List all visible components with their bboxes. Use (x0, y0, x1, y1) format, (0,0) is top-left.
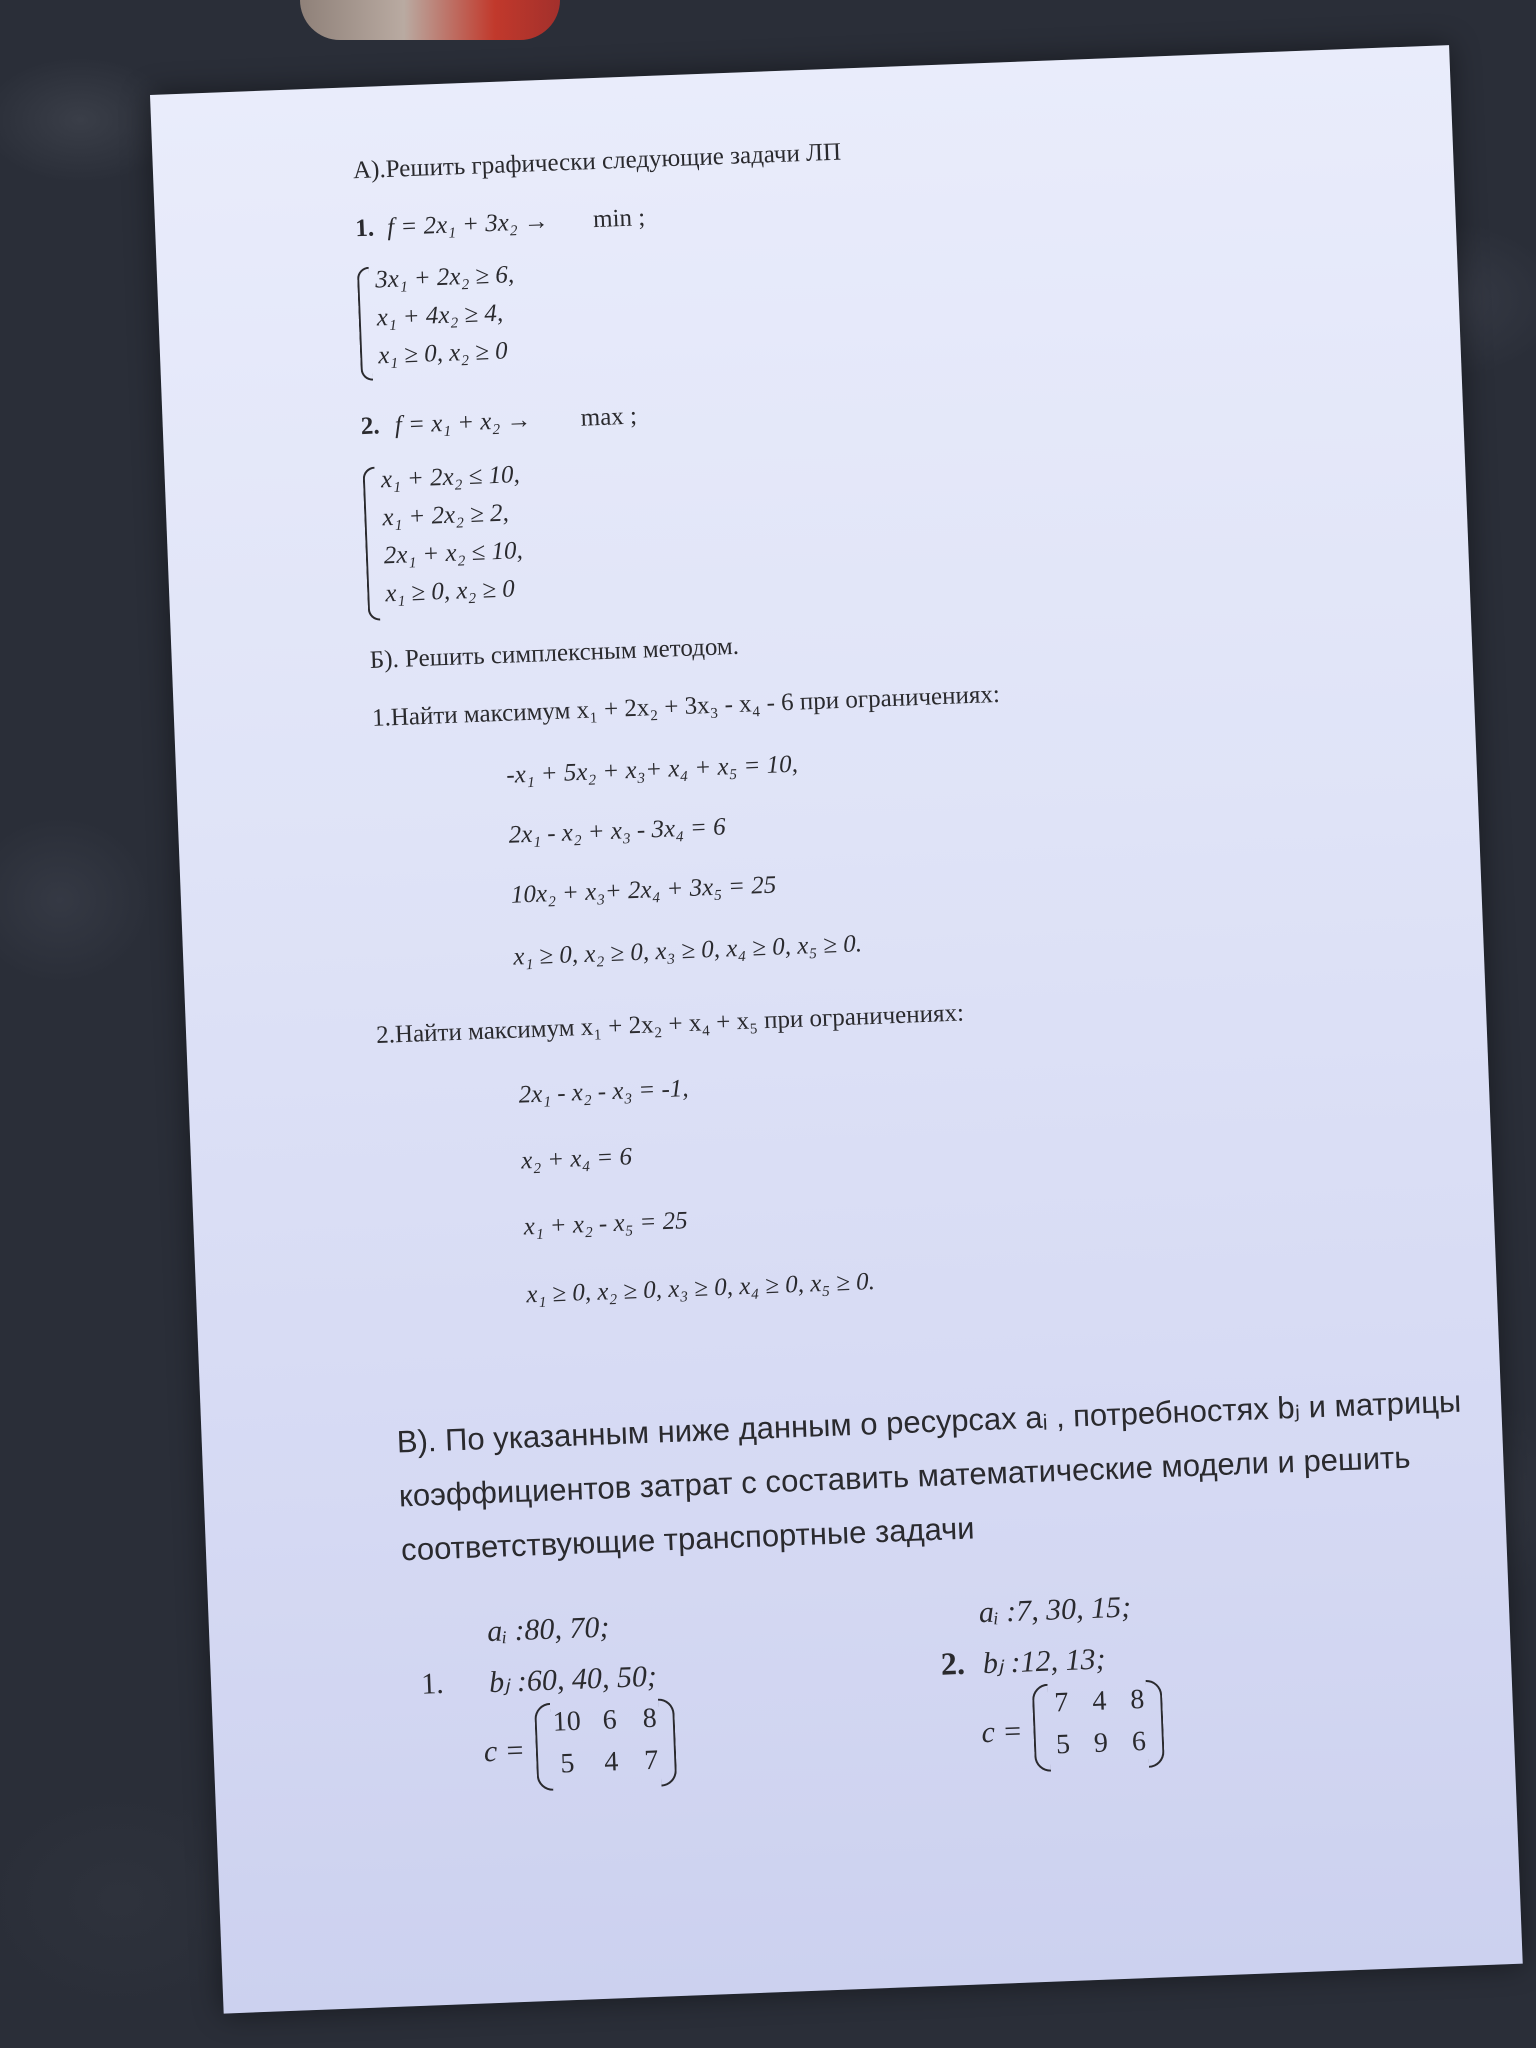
constraint-a1-1: 3x₁ + 2x₂ ≥ 6, (374, 261, 515, 294)
right-paren (1146, 1679, 1165, 1768)
matrix-1-cell: 8 (642, 1702, 658, 1735)
matrix-1-cell: 4 (603, 1746, 619, 1778)
transport-2-matrix (1032, 1679, 1165, 1774)
simplex-1-row-1: -x₁ + 5x₂ + x₃+ x₄ + x₅ = 10, (505, 750, 799, 789)
transport-2-b: bⱼ :12, 13; (982, 1642, 1107, 1681)
matrix-1-cell: 10 (552, 1705, 582, 1738)
transport-2-a: aᵢ :7, 30, 15; (978, 1590, 1132, 1630)
paper-sheet (150, 45, 1523, 2013)
simplex-2-row-1: 2x₁ - x₂ - x₃ = -1, (518, 1075, 690, 1109)
simplex-2-row-2: x₂ + x₄ = 6 (520, 1143, 633, 1175)
left-paren (1032, 1684, 1051, 1773)
constraint-a1-3: x₁ ≥ 0, x₂ ≥ 0 (377, 337, 509, 370)
problem-a2-objective: f = x₁ + x₂ → (394, 406, 532, 439)
problem-a1-number: 1. (354, 214, 375, 243)
section-c-line-2: коэффициентов затрат c составить математические модели и решить (398, 1439, 1412, 1514)
matrix-1-cell: 6 (602, 1704, 618, 1736)
problem-a1-goal: min ; (592, 204, 646, 234)
transport-1-c-label: c = (483, 1733, 526, 1769)
section-c-line-1: В). По указанным ниже данным о ресурсах aᵢ , потребностях bⱼ и матрицы (396, 1383, 1462, 1460)
shoe-photo-fragment (300, 0, 560, 40)
constraint-a2-1: x₁ + 2x₂ ≤ 10, (380, 461, 521, 494)
problem-a2-number: 2. (360, 412, 381, 441)
transport-1-b: bⱼ :60, 40, 50; (488, 1659, 658, 1700)
section-a-title: А).Решить графически следующие задачи ЛП (352, 138, 842, 185)
left-paren (534, 1703, 553, 1792)
transport-1-a: aᵢ :80, 70; (486, 1610, 611, 1649)
simplex-2-row-3: x₁ + x₂ - x₅ = 25 (523, 1207, 689, 1241)
transport-2-number: 2. (940, 1644, 966, 1682)
simplex-2-row-4: x₁ ≥ 0, x₂ ≥ 0, x₃ ≥ 0, x₄ ≥ 0, x₅ ≥ 0. (525, 1268, 876, 1309)
brace-a2 (362, 467, 380, 621)
section-c-line-3: соответствующие транспортные задачи (400, 1510, 976, 1568)
transport-2-c-label: c = (980, 1714, 1024, 1750)
section-b-title: Б). Решить симплексным методом. (369, 632, 740, 674)
simplex-1-row-4: x₁ ≥ 0, x₂ ≥ 0, x₃ ≥ 0, x₄ ≥ 0, x₅ ≥ 0. (512, 930, 863, 971)
transport-1-matrix (534, 1698, 677, 1793)
matrix-2-cell: 6 (1131, 1725, 1147, 1758)
simplex-1-row-2: 2x₁ - x₂ + x₃ - 3x₄ = 6 (508, 813, 727, 849)
constraint-a2-2: x₁ + 2x₂ ≥ 2, (381, 499, 510, 532)
problem-a2-goal: max ; (580, 402, 638, 432)
simplex-1-heading: 1.Найти максимум x₁ + 2x₂ + 3x₃ - x₄ - 6 при ограничениях: (371, 680, 1001, 732)
simplex-2-heading: 2.Найти максимум x₁ + 2x₂ + x₄ + x₅ при ограничениях: (375, 999, 965, 1049)
transport-1-number: 1. (420, 1666, 445, 1701)
matrix-2-cell: 5 (1055, 1728, 1071, 1761)
matrix-1-cell: 7 (643, 1744, 659, 1777)
matrix-2-cell: 8 (1129, 1684, 1145, 1716)
right-paren (658, 1698, 677, 1787)
problem-a1-objective: f = 2x₁ + 3x₂ → (386, 207, 550, 241)
matrix-2-cell: 4 (1091, 1685, 1107, 1717)
matrix-2-cell: 7 (1053, 1686, 1069, 1719)
matrix-1-cell: 5 (559, 1747, 575, 1780)
constraint-a1-2: x₁ + 4x₂ ≥ 4, (376, 299, 504, 332)
constraint-a2-4: x₁ ≥ 0, x₂ ≥ 0 (384, 575, 516, 608)
simplex-1-row-3: 10x₂ + x₃+ 2x₄ + 3x₅ = 25 (510, 871, 777, 909)
constraint-a2-3: 2x₁ + x₂ ≤ 10, (383, 537, 524, 570)
brace-a1 (357, 267, 373, 381)
matrix-2-cell: 9 (1093, 1727, 1109, 1759)
